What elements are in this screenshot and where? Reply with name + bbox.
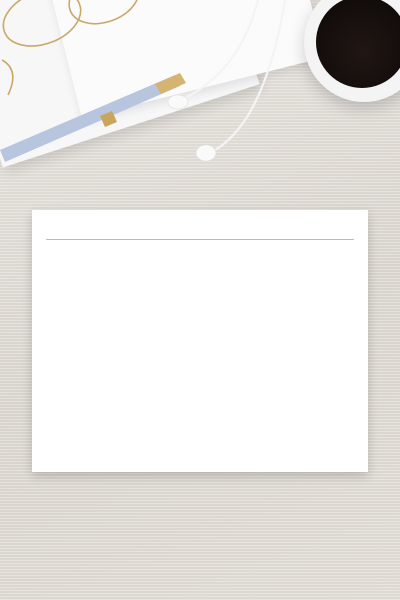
- maternity-leave-checklist: [32, 210, 368, 472]
- checklist-title: [32, 223, 368, 234]
- title-divider: [46, 239, 354, 240]
